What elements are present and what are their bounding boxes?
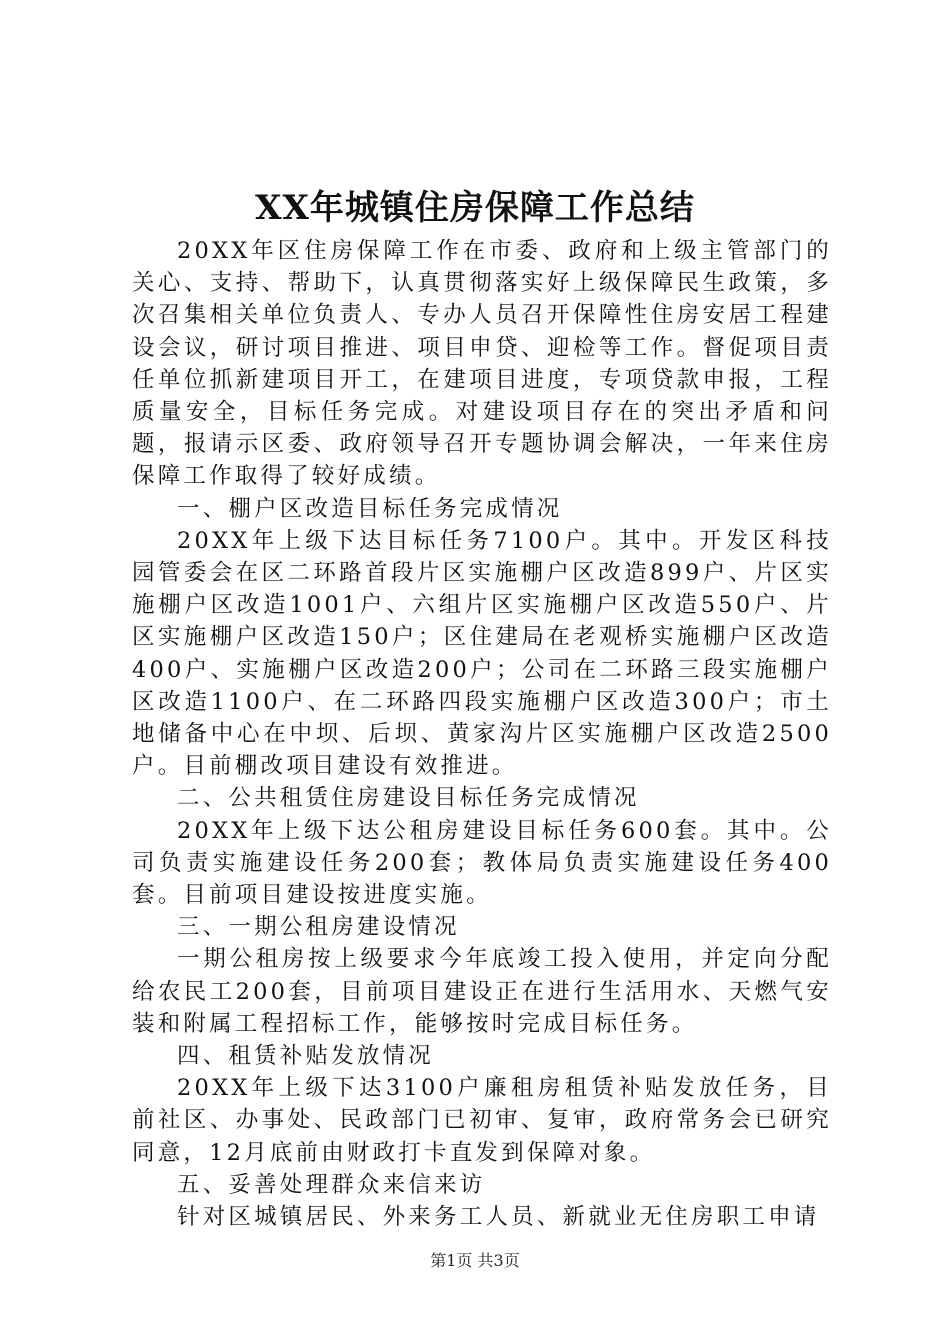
document-title: XX年城镇住房保障工作总结 [255,188,695,228]
section-paragraph-3: 一期公租房按上级要求今年底竣工投入使用，并定向分配给农民工200套，目前项目建设正在进行生活用水、天燃气安装和附属工程招标工作，能够按时完成目标任务。 [132,946,832,1037]
section-heading-4: 四、租赁补贴发放情况 [177,1043,435,1070]
section-paragraph-1: 20XX年上级下达目标任务7100户。其中。开发区科技园管委会在区二环路首段片区实施棚户区改造899户、片区实施棚户区改造1001户、六组片区实施棚户区改造550户、片区实施棚户区改造150户；区住建局在老观桥实施棚户区改造400户、实施棚户区改造200户；公司在二环路三段实施棚户区改造1100户、在二环路四段实施棚户区改造300户；市土地储备中心在中坝、后坝、黄家沟片区实施棚户区改造2500户。目前棚改项目建设有效推进。 [132,527,832,780]
section-heading-3: 三、一期公租房建设情况 [177,914,460,941]
intro-paragraph: 20XX年区住房保障工作在市委、政府和上级主管部门的关心、支持、帮助下，认真贯彻落实好上级保障民生政策，多次召集相关单位负责人、专办人员召开保障性住房安居工程建设会议，研讨项目推进、项目申贷、迎检等工作。督促项目责任单位抓新建项目开工，在建项目进度，专项贷款申报，工程质量安全，目标任务完成。对建设项目存在的突出矛盾和问题，报请示区委、政府领导召开专题协调会解决，一年来住房保障工作取得了较好成绩。 [132,238,832,490]
section-paragraph-2: 20XX年上级下达公租房建设目标任务600套。其中。公司负责实施建设任务200套；教体局负责实施建设任务400套。目前项目建设按进度实施。 [132,817,832,909]
page-footer: 第1页 共3页 [430,1251,520,1270]
section-heading-1: 一、棚户区改造目标任务完成情况 [177,495,563,522]
section-paragraph-4: 20XX年上级下达3100户廉租房租赁补贴发放任务，目前社区、办事处、民政部门已初审、复审，政府常务会已研究同意，12月底前由财政打卡直发到保障对象。 [132,1075,832,1166]
section-paragraph-5: 针对区城镇居民、外来务工人员、新就业无住房职工申请 [177,1204,820,1231]
document-body [132,235,832,1233]
section-heading-2: 二、公共租赁住房建设目标任务完成情况 [177,785,640,812]
section-heading-5: 五、妥善处理群众来信来访 [177,1171,486,1198]
